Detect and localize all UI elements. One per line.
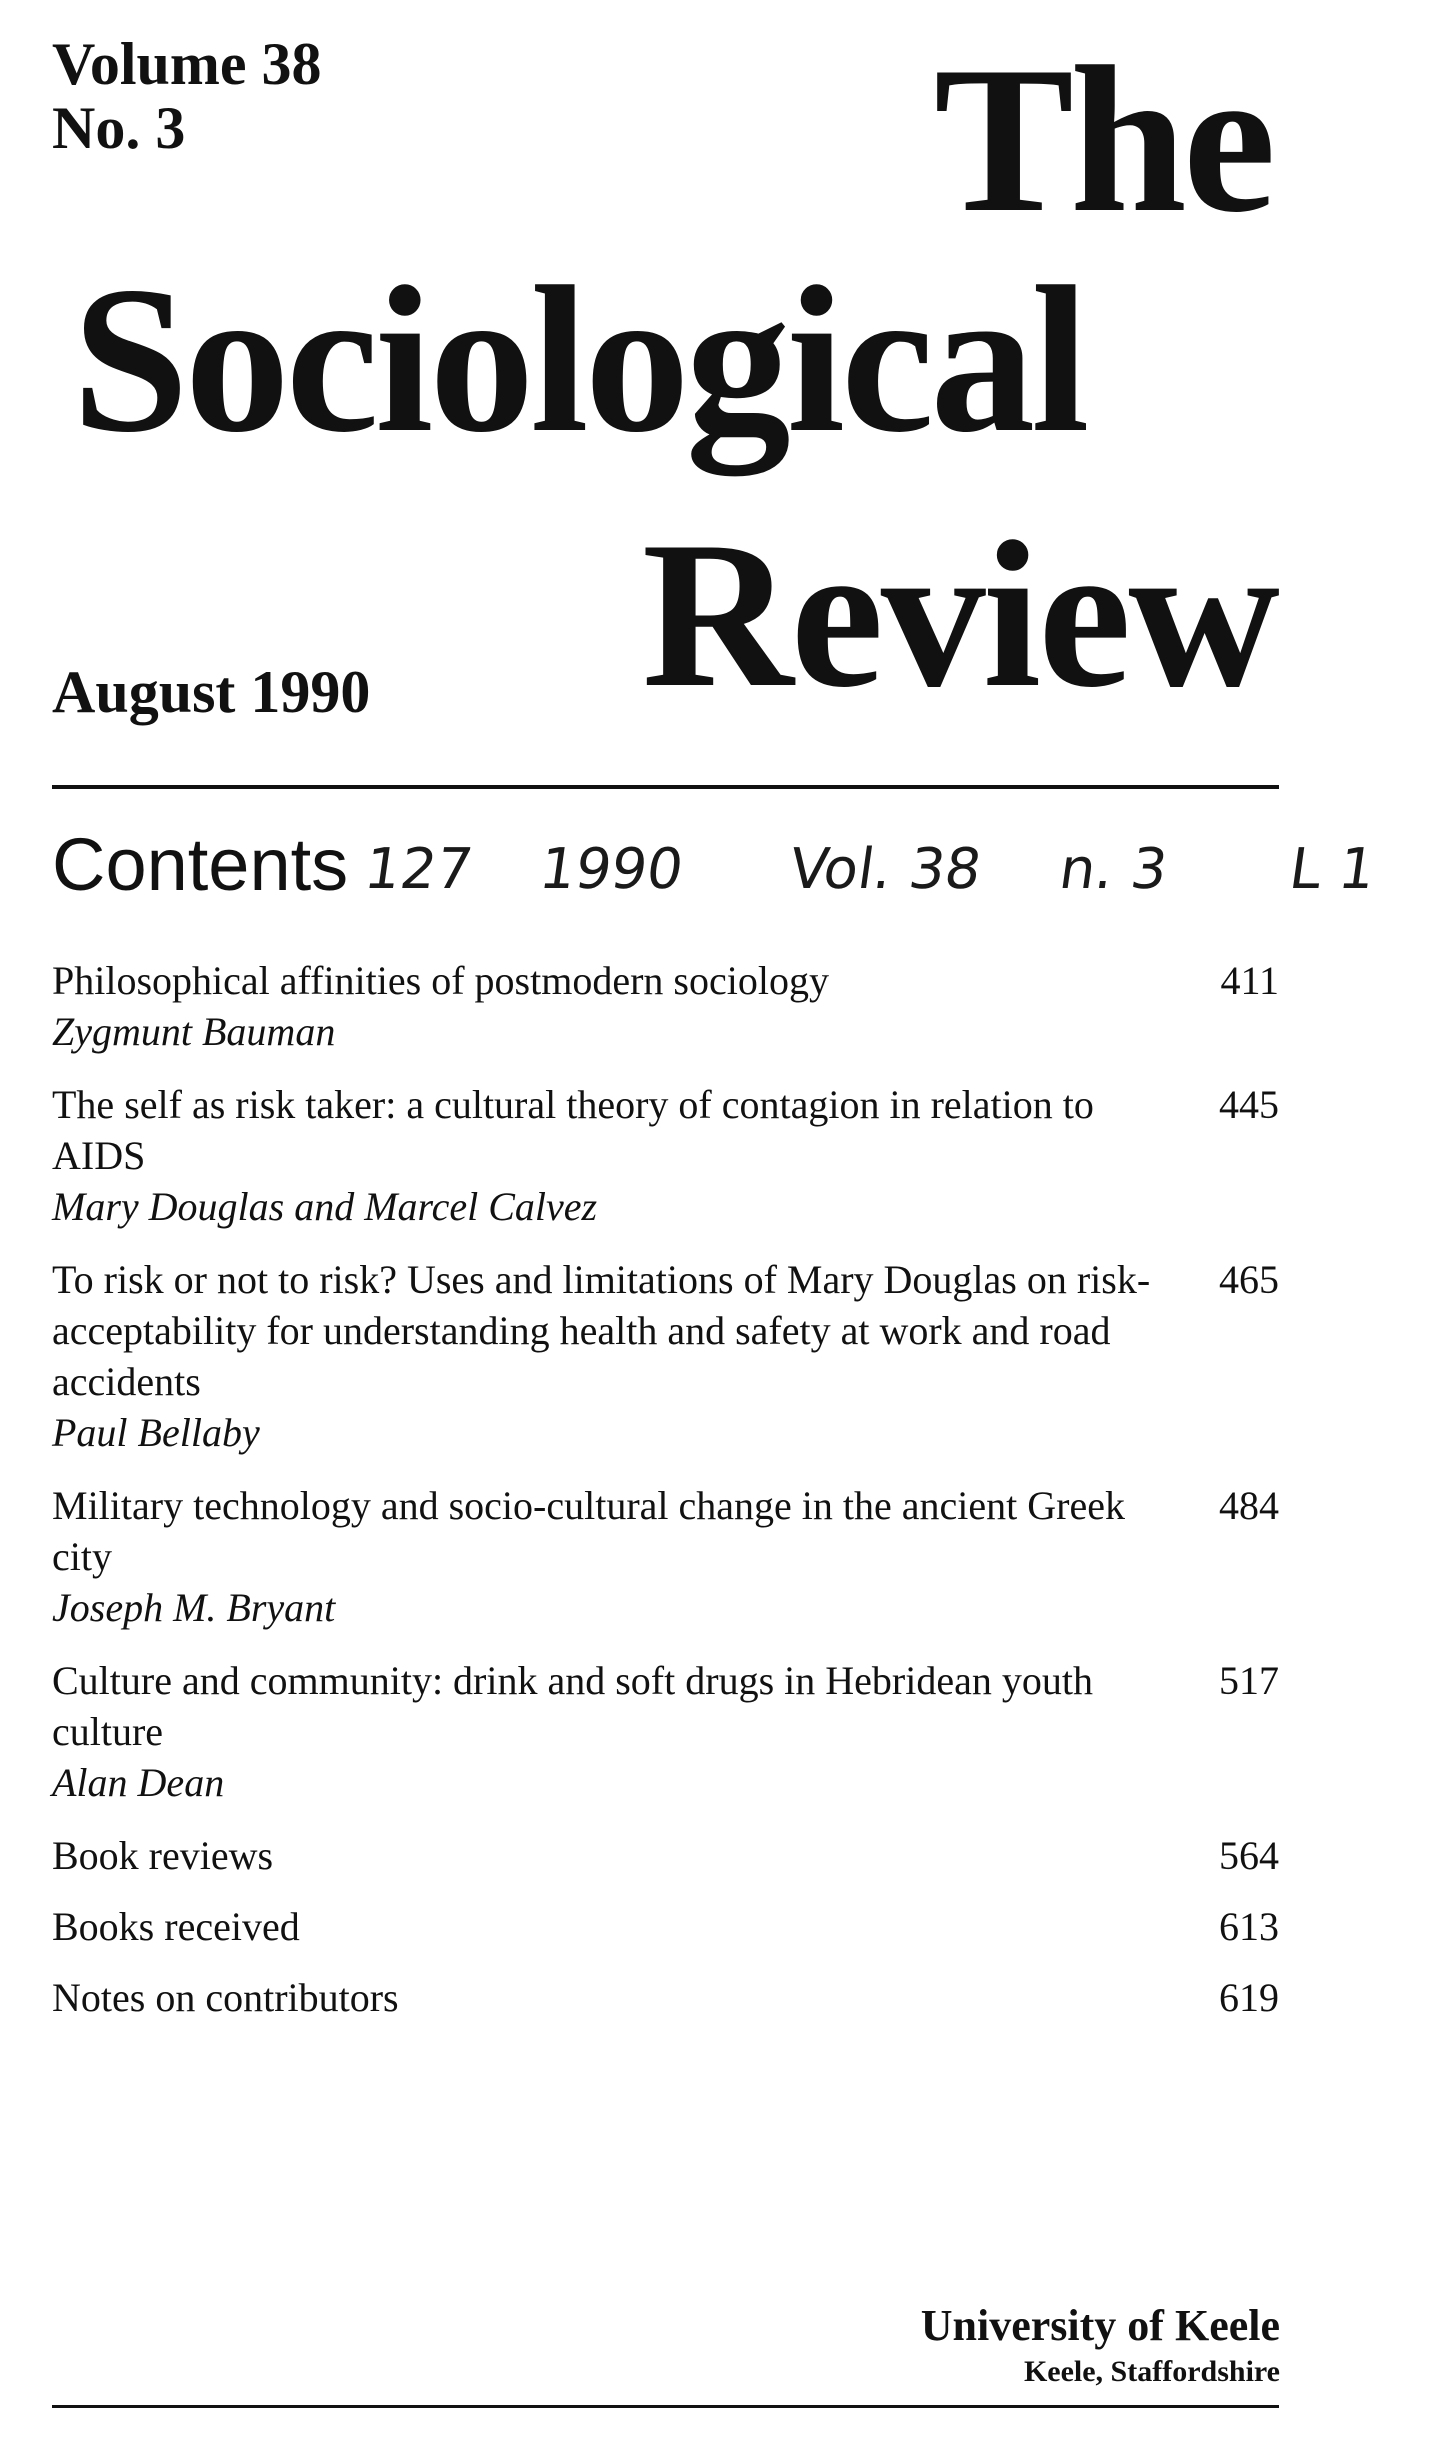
article-title: The self as risk taker: a cultural theory of contagion in relation to AIDS	[52, 1082, 1094, 1178]
issue-date: August 1990	[52, 659, 371, 725]
toc-entry	[52, 1254, 1279, 1458]
page-number: 517	[1219, 1658, 1279, 1703]
article-author: Alan Dean	[52, 1760, 225, 1805]
table-of-contents	[52, 955, 1279, 2043]
journal-title-sociological: Sociological	[72, 244, 1086, 476]
toc-section	[52, 1830, 1279, 1881]
section-title: Notes on contributors	[52, 1975, 399, 2020]
handwritten-note-2: 1990	[535, 837, 688, 902]
top-divider	[52, 785, 1279, 789]
section-title: Book reviews	[52, 1833, 274, 1878]
article-author: Paul Bellaby	[52, 1410, 260, 1455]
publisher-block	[921, 2300, 1280, 2392]
toc-entry	[52, 1480, 1279, 1633]
page-number: 465	[1219, 1257, 1279, 1302]
article-title: Philosophical affinities of postmodern sociology	[52, 958, 829, 1003]
contents-heading: Contents	[52, 823, 349, 906]
toc-entry	[52, 1079, 1279, 1232]
article-title: Culture and community: drink and soft drugs in Hebridean youth culture	[52, 1658, 1093, 1754]
handwritten-note-1: 127	[360, 837, 477, 902]
toc-entry	[52, 1655, 1279, 1808]
article-title: Military technology and socio-cultural change in the ancient Greek city	[52, 1483, 1125, 1579]
article-author: Mary Douglas and Marcel Calvez	[52, 1184, 598, 1229]
bottom-divider	[52, 2405, 1279, 2408]
section-title: Books received	[52, 1904, 300, 1949]
volume-number-block	[52, 32, 321, 160]
toc-entry	[52, 955, 1279, 1057]
toc-section	[52, 1901, 1279, 1952]
issue-number: No. 3	[52, 95, 186, 161]
publisher-name: University of Keele	[920, 2301, 1280, 2350]
page-number: 411	[1220, 958, 1279, 1003]
page-number: 613	[1219, 1904, 1279, 1949]
page-number: 564	[1219, 1833, 1279, 1878]
page-number: 445	[1219, 1082, 1279, 1127]
handwritten-note-5: L 1	[1285, 837, 1380, 902]
toc-section	[52, 1972, 1279, 2023]
publisher-place: Keele, Staffordshire	[1023, 2355, 1280, 2388]
handwritten-note-4: n. 3	[1055, 837, 1172, 902]
page-number: 619	[1219, 1975, 1279, 2020]
page-number: 484	[1219, 1483, 1279, 1528]
volume-label: Volume 38	[52, 31, 322, 97]
journal-title-review: Review	[641, 499, 1277, 731]
article-author: Zygmunt Bauman	[52, 1009, 336, 1054]
handwritten-note-3: Vol. 38	[785, 837, 986, 902]
article-title: To risk or not to risk? Uses and limitations of Mary Douglas on risk-acceptability for understanding health and safety at work and road accidents	[52, 1257, 1151, 1404]
article-author: Joseph M. Bryant	[52, 1585, 336, 1630]
journal-title-the: The	[933, 24, 1272, 256]
